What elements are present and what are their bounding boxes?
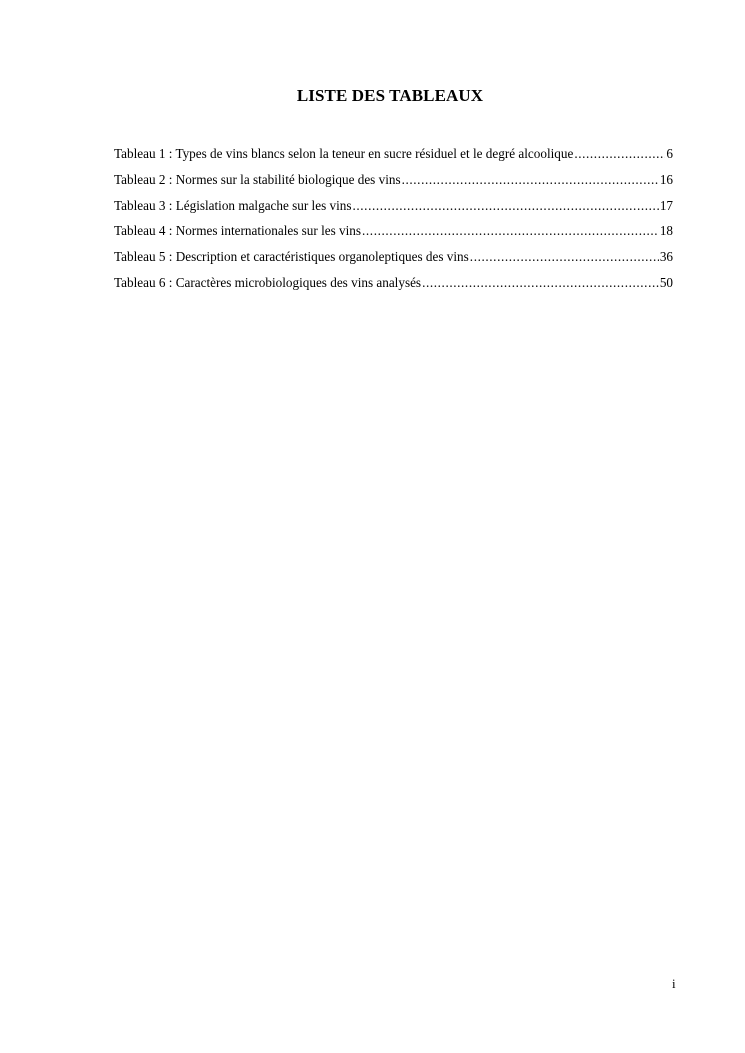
toc-entry-tableau-4[interactable] [114, 222, 673, 248]
toc-entry-tableau-1[interactable] [114, 145, 673, 171]
dot-leader [574, 145, 665, 163]
dot-leader [352, 197, 658, 215]
toc-entry-page: 50 [659, 274, 673, 290]
dot-leader [402, 171, 659, 189]
toc-entry-label: Tableau 4 : Normes internationales sur les vins [114, 223, 362, 239]
dot-leader [422, 274, 659, 292]
page-number: i [672, 976, 676, 991]
toc-entry-page: 16 [659, 171, 673, 187]
toc-entry-page: 36 [659, 249, 673, 265]
toc-entry-label: Tableau 5 : Description et caractéristiques organoleptiques des vins [114, 249, 469, 265]
page-title: LISTE DES TABLEAUX [296, 86, 484, 105]
dot-leader [362, 222, 659, 240]
toc-entry-label: Tableau 6 : Caractères microbiologiques des vins analysés [114, 274, 422, 290]
toc-entry-tableau-5[interactable] [114, 248, 673, 274]
toc-entry-label: Tableau 1 : Types de vins blancs selon la teneur en sucre résiduel et le degré alcoolique [114, 146, 574, 161]
toc-entry-page: 6 [666, 146, 673, 161]
list-of-tables [114, 145, 673, 300]
dot-leader [470, 248, 659, 266]
toc-entry-tableau-6[interactable] [114, 274, 673, 300]
toc-entry-page: 17 [659, 197, 673, 213]
toc-entry-label: Tableau 2 : Normes sur la stabilité biologique des vins [114, 171, 401, 187]
toc-entry-page: 18 [659, 223, 673, 239]
toc-entry-tableau-3[interactable] [114, 197, 673, 223]
toc-entry-tableau-2[interactable] [114, 171, 673, 197]
toc-entry-label: Tableau 3 : Législation malgache sur les vins [114, 197, 352, 213]
